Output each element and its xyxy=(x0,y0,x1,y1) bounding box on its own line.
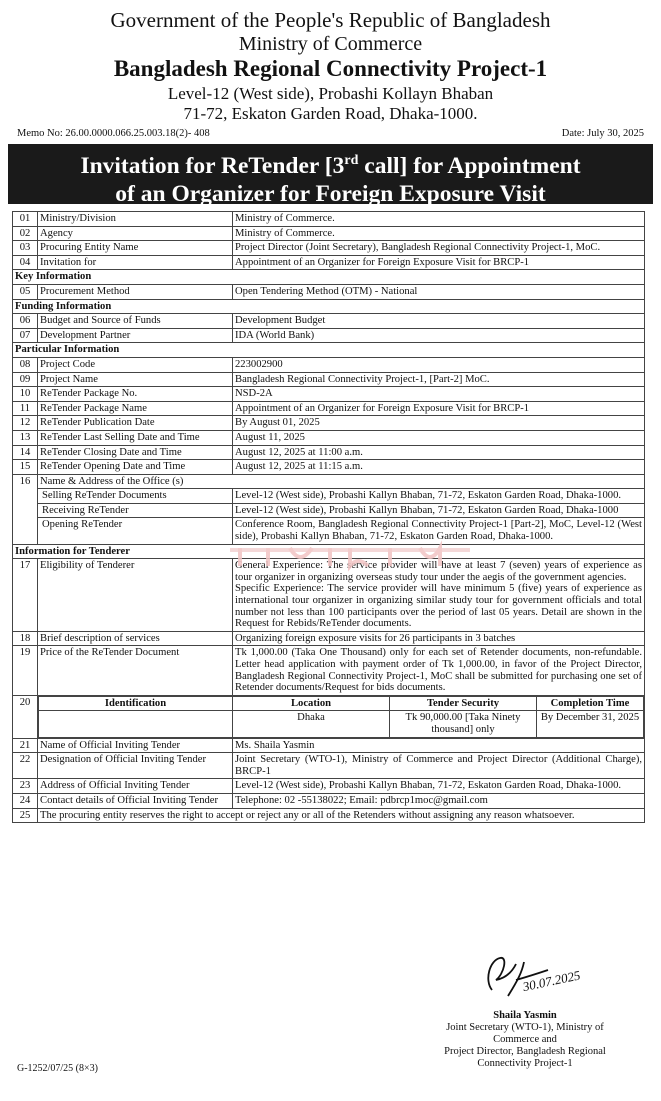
row-value: Ministry of Commerce. xyxy=(233,226,645,241)
row-number: 25 xyxy=(13,808,38,823)
table-row xyxy=(13,284,645,299)
project-title: Bangladesh Regional Connectivity Project-1 xyxy=(113,56,548,81)
memo-number: Memo No: 26.00.0000.066.25.003.18(2)- 408 xyxy=(17,128,210,139)
security-subtable-cell xyxy=(38,695,645,738)
tender-table xyxy=(12,211,645,823)
row-number: 08 xyxy=(13,357,38,372)
row-key: Budget and Source of Funds xyxy=(38,314,233,329)
row-number: 15 xyxy=(13,460,38,475)
banner-line-2: of an Organizer for Foreign Exposure Visit xyxy=(115,180,546,207)
section-header xyxy=(13,343,645,358)
row-number: 02 xyxy=(13,226,38,241)
row-key: Eligibility of Tenderer xyxy=(38,559,233,632)
row-value: August 11, 2025 xyxy=(233,430,645,445)
table-row xyxy=(13,753,645,779)
table-row xyxy=(13,808,645,823)
row-number: 21 xyxy=(13,738,38,753)
table-row xyxy=(13,416,645,431)
table-row xyxy=(13,474,645,489)
col-identification: Identification xyxy=(39,696,233,711)
row-number: 24 xyxy=(13,793,38,808)
row-number: 16 xyxy=(13,474,38,544)
table-row xyxy=(13,226,645,241)
row-key: Agency xyxy=(38,226,233,241)
memo-date: Date: July 30, 2025 xyxy=(561,128,644,139)
row-key: Development Partner xyxy=(38,328,233,343)
row-number: 22 xyxy=(13,753,38,779)
row-number: 12 xyxy=(13,416,38,431)
notice-banner xyxy=(8,144,653,207)
table-row xyxy=(13,328,645,343)
row-value: Project Director (Joint Secretary), Bangladesh Regional Connectivity Project-1, MoC. xyxy=(233,241,645,256)
row-key: Procurement Method xyxy=(38,284,233,299)
table-row xyxy=(13,255,645,270)
row-number: 06 xyxy=(13,314,38,329)
row-number: 23 xyxy=(13,779,38,794)
row-value: By August 01, 2025 xyxy=(233,416,645,431)
row-key: ReTender Opening Date and Time xyxy=(38,460,233,475)
general-experience: General Experience: The service provider will have at least 7 (seven) years of experience as tour organizer in organizing overseas study tour under the aegis of the government agencies. xyxy=(235,560,642,583)
row-key: Name & Address of the Office (s) xyxy=(38,474,645,489)
row-value: IDA (World Bank) xyxy=(233,328,645,343)
table-row xyxy=(13,372,645,387)
govt-title: Government of the People's Republic of Bangladesh xyxy=(110,8,551,32)
row-key: Project Code xyxy=(38,357,233,372)
row-number: 05 xyxy=(13,284,38,299)
row-value: Joint Secretary (WTO-1), Ministry of Commerce and Project Director (Additional Charge), BRCP-1 xyxy=(233,753,645,779)
table-row xyxy=(13,401,645,416)
row-value: 223002900 xyxy=(233,357,645,372)
row-value: August 12, 2025 at 11:00 a.m. xyxy=(233,445,645,460)
table-row xyxy=(13,503,645,518)
section-title: Particular Information xyxy=(13,343,645,358)
table-row xyxy=(13,793,645,808)
row-value: Appointment of an Organizer for Foreign Exposure Visit for BRCP-1 xyxy=(233,255,645,270)
specific-experience: Specific Experience: The service provider will have minimum 5 (five) years of experience as international tour organizer in organizing similar study tour for government officials and total number not less than 100 participants over the period of last 05 years. Detail are shown in the Request for Rebids/ReTender documents. xyxy=(235,583,642,630)
row-number: 04 xyxy=(13,255,38,270)
banner-text-post: call] for Appointment xyxy=(358,152,581,179)
row-value: August 12, 2025 at 11:15 a.m. xyxy=(233,460,645,475)
row-key: Opening ReTender xyxy=(38,518,233,544)
row-number: 07 xyxy=(13,328,38,343)
signature-scrawl xyxy=(478,950,598,1008)
row-value: NSD-2A xyxy=(233,387,645,402)
table-row xyxy=(13,695,645,738)
section-title: Information for Tenderer xyxy=(13,544,645,559)
row-value: Bangladesh Regional Connectivity Project-1, [Part-2] MoC. xyxy=(233,372,645,387)
table-row xyxy=(13,559,645,632)
row-key: Designation of Official Inviting Tender xyxy=(38,753,233,779)
signatory-block xyxy=(410,1010,640,1070)
row-value: Level-12 (West side), Probashi Kallyn Bhaban, 71-72, Eskaton Garden Road, Dhaka-1000 xyxy=(233,503,645,518)
section-header xyxy=(13,544,645,559)
row-key: Contact details of Official Inviting Tender xyxy=(38,793,233,808)
row-number: 17 xyxy=(13,559,38,632)
table-row xyxy=(13,738,645,753)
row-value: Level-12 (West side), Probashi Kallyn Bhaban, 71-72, Eskaton Garden Road, Dhaka-1000. xyxy=(233,489,645,504)
col-tender-security: Tender Security xyxy=(390,696,537,711)
row-value: Appointment of an Organizer for Foreign Exposure Visit for BRCP-1 xyxy=(233,401,645,416)
banner-sup: rd xyxy=(344,153,359,168)
row-value: Open Tendering Method (OTM) - National xyxy=(233,284,645,299)
row-value: Telephone: 02 -55138022; Email: pdbrcp1moc@gmail.com xyxy=(233,793,645,808)
ministry-title: Ministry of Commerce xyxy=(238,33,423,55)
row-value: Ministry of Commerce. xyxy=(233,212,645,227)
row-value: Conference Room, Bangladesh Regional Connectivity Project-1 [Part-2], MoC, Level-12 (West side), Probashi Kallyn Bhaban, 71-72, Eskaton Garden Road, Dhaka-1000. xyxy=(233,518,645,544)
row-key: Invitation for xyxy=(38,255,233,270)
row-value: Level-12 (West side), Probashi Kallyn Bhaban, 71-72, Eskaton Garden Road, Dhaka-1000. xyxy=(233,779,645,794)
cell-tender-security: Tk 90,000.00 [Taka Ninety thousand] only xyxy=(390,711,537,737)
address-line-1: Level-12 (West side), Probashi Kollayn Bhaban xyxy=(167,84,494,103)
row-key: Project Name xyxy=(38,372,233,387)
cell-completion-time: By December 31, 2025 xyxy=(537,711,644,737)
row-value xyxy=(233,559,645,632)
table-row xyxy=(13,357,645,372)
row-value: Development Budget xyxy=(233,314,645,329)
banner-text-pre: Invitation for ReTender [3 xyxy=(80,152,345,179)
table-row xyxy=(13,460,645,475)
row-key: Ministry/Division xyxy=(38,212,233,227)
row-key: Selling ReTender Documents xyxy=(38,489,233,504)
table-row xyxy=(13,646,645,695)
signatory-name: Shaila Yasmin xyxy=(493,1010,557,1021)
table-row xyxy=(13,445,645,460)
section-header xyxy=(13,270,645,285)
row-key: ReTender Package Name xyxy=(38,401,233,416)
table-row xyxy=(13,241,645,256)
table-row xyxy=(13,430,645,445)
section-header xyxy=(13,299,645,314)
col-completion-time: Completion Time xyxy=(537,696,644,711)
cell-identification xyxy=(39,711,233,737)
row-number: 10 xyxy=(13,387,38,402)
signatory-line-3: Project Director, Bangladesh Regional xyxy=(444,1046,606,1057)
table-row xyxy=(13,631,645,646)
signatory-line-2: Commerce and xyxy=(493,1034,557,1045)
row-key: Price of the ReTender Document xyxy=(38,646,233,695)
table-row xyxy=(13,212,645,227)
signatory-line-4: Connectivity Project-1 xyxy=(477,1058,573,1069)
signatory-line-1: Joint Secretary (WTO-1), Ministry of xyxy=(446,1022,604,1033)
row-number: 20 xyxy=(13,695,38,738)
row-number: 11 xyxy=(13,401,38,416)
row-key: ReTender Package No. xyxy=(38,387,233,402)
row-number: 01 xyxy=(13,212,38,227)
row-key: ReTender Last Selling Date and Time xyxy=(38,430,233,445)
row-number: 09 xyxy=(13,372,38,387)
cell-location: Dhaka xyxy=(233,711,390,737)
row-number: 18 xyxy=(13,631,38,646)
table-row xyxy=(13,314,645,329)
security-subtable xyxy=(38,696,644,738)
row-key: Name of Official Inviting Tender xyxy=(38,738,233,753)
row-number: 19 xyxy=(13,646,38,695)
address-line-2: 71-72, Eskaton Garden Road, Dhaka-1000. xyxy=(183,104,478,123)
table-row xyxy=(13,779,645,794)
row-value: Organizing foreign exposure visits for 26 participants in 3 batches xyxy=(233,631,645,646)
row-key: ReTender Publication Date xyxy=(38,416,233,431)
row-key: Receiving ReTender xyxy=(38,503,233,518)
table-row xyxy=(13,387,645,402)
row-key: Brief description of services xyxy=(38,631,233,646)
row-number: 14 xyxy=(13,445,38,460)
signature-date: 30.07.2025 xyxy=(521,967,582,995)
ad-code: G-1252/07/25 (8×3) xyxy=(17,1063,98,1074)
row-key: ReTender Closing Date and Time xyxy=(38,445,233,460)
section-title: Funding Information xyxy=(13,299,645,314)
table-row xyxy=(13,489,645,504)
row-key: Procuring Entity Name xyxy=(38,241,233,256)
section-title: Key Information xyxy=(13,270,645,285)
row-value: Ms. Shaila Yasmin xyxy=(233,738,645,753)
row-value: Tk 1,000.00 (Taka One Thousand) only for each set of Retender documents, non-refundable. Letter head application with payment order of Tk 1,000.00, in favor of the Project Director, Bangladesh Regional Connectivity Project-1, MoC shall be submitted for purchasing one set of Retender documents/Request for bids documents. xyxy=(233,646,645,695)
col-location: Location xyxy=(233,696,390,711)
table-row xyxy=(13,518,645,544)
row-number: 03 xyxy=(13,241,38,256)
row-value: The procuring entity reserves the right to accept or reject any or all of the Retenders without assigning any reason whatsoever. xyxy=(38,808,645,823)
row-key: Address of Official Inviting Tender xyxy=(38,779,233,794)
row-number: 13 xyxy=(13,430,38,445)
